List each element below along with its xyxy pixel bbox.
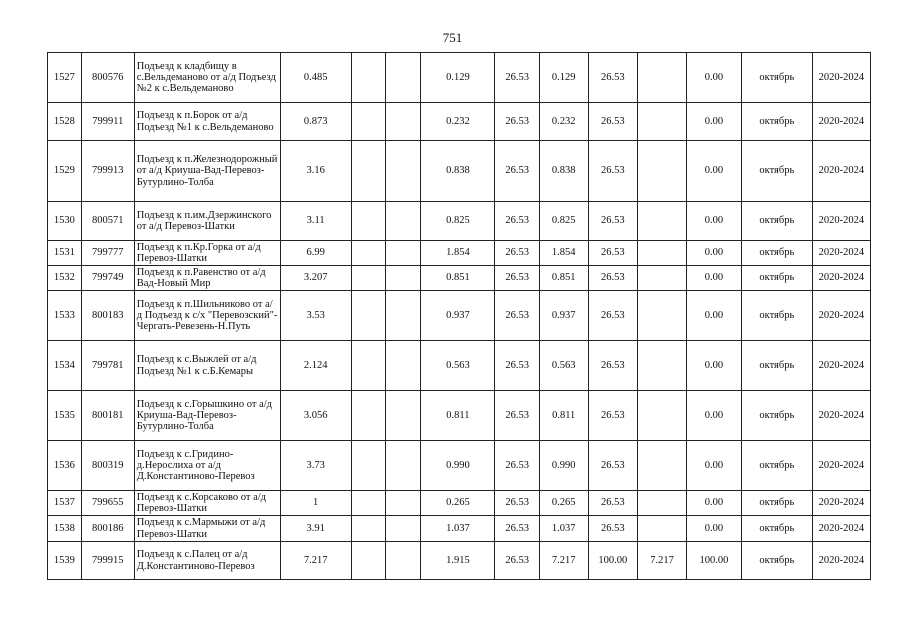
cell-col12: 0.00 xyxy=(686,202,741,241)
cell-col6 xyxy=(386,391,421,441)
cell-col11 xyxy=(638,266,687,291)
period-cell: 2020-2024 xyxy=(812,341,870,391)
cell-col12: 0.00 xyxy=(686,516,741,542)
cell-col6 xyxy=(386,291,421,341)
cell-col11 xyxy=(638,341,687,391)
cell-col9: 1.037 xyxy=(539,516,588,542)
cell-col6 xyxy=(386,341,421,391)
cell-col10: 26.53 xyxy=(588,291,638,341)
road-code: 800576 xyxy=(81,53,134,103)
period-cell: 2020-2024 xyxy=(812,441,870,491)
cell-col9: 0.825 xyxy=(539,202,588,241)
cell-col8: 26.53 xyxy=(495,516,539,542)
cell-col7: 1.037 xyxy=(421,516,495,542)
table-row xyxy=(48,202,871,241)
road-code: 799911 xyxy=(81,103,134,141)
period-cell: 2020-2024 xyxy=(812,542,870,580)
table-row xyxy=(48,391,871,441)
cell-col12: 100.00 xyxy=(686,542,741,580)
road-code: 799655 xyxy=(81,491,134,516)
road-name: Подъезд к с.Корсаково от а/д Перевоз-Шатки xyxy=(134,491,280,516)
row-number: 1534 xyxy=(48,341,82,391)
cell-col7: 0.232 xyxy=(421,103,495,141)
cell-col12: 0.00 xyxy=(686,291,741,341)
cell-col7: 1.854 xyxy=(421,241,495,266)
road-name: Подъезд к с.Мармыжи от а/д Перевоз-Шатки xyxy=(134,516,280,542)
table-row xyxy=(48,266,871,291)
cell-col10: 26.53 xyxy=(588,103,638,141)
cell-col8: 26.53 xyxy=(495,491,539,516)
table-row xyxy=(48,103,871,141)
road-table xyxy=(47,52,871,580)
cell-col8: 26.53 xyxy=(495,53,539,103)
cell-col5 xyxy=(351,441,386,491)
cell-col12: 0.00 xyxy=(686,491,741,516)
row-number: 1533 xyxy=(48,291,82,341)
table-row xyxy=(48,542,871,580)
table-row xyxy=(48,441,871,491)
road-code: 800186 xyxy=(81,516,134,542)
row-number: 1527 xyxy=(48,53,82,103)
cell-col6 xyxy=(386,202,421,241)
road-length: 3.11 xyxy=(280,202,351,241)
table-row xyxy=(48,491,871,516)
cell-col7: 0.825 xyxy=(421,202,495,241)
cell-col6 xyxy=(386,53,421,103)
month-cell: октябрь xyxy=(741,441,812,491)
month-cell: октябрь xyxy=(741,291,812,341)
month-cell: октябрь xyxy=(741,202,812,241)
road-length: 3.53 xyxy=(280,291,351,341)
month-cell: октябрь xyxy=(741,103,812,141)
road-name: Подъезд к с.Выжлей от а/д Подъезд №1 к с.Б.Кемары xyxy=(134,341,280,391)
road-name: Подъезд к п.Борок от а/д Подъезд №1 к с.Вельдеманово xyxy=(134,103,280,141)
row-number: 1530 xyxy=(48,202,82,241)
road-code: 800181 xyxy=(81,391,134,441)
period-cell: 2020-2024 xyxy=(812,491,870,516)
cell-col8: 26.53 xyxy=(495,391,539,441)
cell-col11 xyxy=(638,391,687,441)
cell-col5 xyxy=(351,291,386,341)
cell-col7: 0.990 xyxy=(421,441,495,491)
cell-col7: 1.915 xyxy=(421,542,495,580)
cell-col5 xyxy=(351,341,386,391)
cell-col7: 0.129 xyxy=(421,53,495,103)
cell-col8: 26.53 xyxy=(495,341,539,391)
cell-col11 xyxy=(638,291,687,341)
road-name: Подъезд к п.Равенство от а/д Вад-Новый Мир xyxy=(134,266,280,291)
cell-col8: 26.53 xyxy=(495,202,539,241)
period-cell: 2020-2024 xyxy=(812,266,870,291)
cell-col5 xyxy=(351,516,386,542)
cell-col6 xyxy=(386,141,421,202)
cell-col9: 0.265 xyxy=(539,491,588,516)
cell-col5 xyxy=(351,542,386,580)
cell-col6 xyxy=(386,491,421,516)
cell-col12: 0.00 xyxy=(686,441,741,491)
cell-col11 xyxy=(638,516,687,542)
month-cell: октябрь xyxy=(741,491,812,516)
month-cell: октябрь xyxy=(741,141,812,202)
table-row xyxy=(48,141,871,202)
road-code: 799781 xyxy=(81,341,134,391)
table-row xyxy=(48,241,871,266)
road-length: 0.873 xyxy=(280,103,351,141)
cell-col7: 0.851 xyxy=(421,266,495,291)
cell-col10: 26.53 xyxy=(588,491,638,516)
cell-col7: 0.563 xyxy=(421,341,495,391)
road-name: Подъезд к с.Палец от а/д Д.Константиново-Перевоз xyxy=(134,542,280,580)
cell-col7: 0.811 xyxy=(421,391,495,441)
road-name: Подъезд к п.Кр.Горка от а/д Перевоз-Шатки xyxy=(134,241,280,266)
road-name: Подъезд к п.Железнодорожный от а/д Криуша-Вад-Перевоз-Бутурлино-Толба xyxy=(134,141,280,202)
row-number: 1532 xyxy=(48,266,82,291)
cell-col11 xyxy=(638,53,687,103)
road-length: 3.207 xyxy=(280,266,351,291)
cell-col7: 0.838 xyxy=(421,141,495,202)
cell-col10: 26.53 xyxy=(588,202,638,241)
month-cell: октябрь xyxy=(741,391,812,441)
cell-col6 xyxy=(386,103,421,141)
period-cell: 2020-2024 xyxy=(812,291,870,341)
row-number: 1531 xyxy=(48,241,82,266)
period-cell: 2020-2024 xyxy=(812,391,870,441)
cell-col8: 26.53 xyxy=(495,241,539,266)
cell-col12: 0.00 xyxy=(686,266,741,291)
table-row xyxy=(48,516,871,542)
cell-col10: 26.53 xyxy=(588,341,638,391)
row-number: 1537 xyxy=(48,491,82,516)
cell-col5 xyxy=(351,202,386,241)
cell-col11 xyxy=(638,241,687,266)
month-cell: октябрь xyxy=(741,53,812,103)
row-number: 1539 xyxy=(48,542,82,580)
cell-col8: 26.53 xyxy=(495,103,539,141)
road-code: 799749 xyxy=(81,266,134,291)
cell-col11 xyxy=(638,202,687,241)
cell-col5 xyxy=(351,141,386,202)
cell-col9: 7.217 xyxy=(539,542,588,580)
road-code: 800571 xyxy=(81,202,134,241)
road-length: 7.217 xyxy=(280,542,351,580)
cell-col12: 0.00 xyxy=(686,391,741,441)
cell-col10: 26.53 xyxy=(588,53,638,103)
cell-col8: 26.53 xyxy=(495,266,539,291)
month-cell: октябрь xyxy=(741,542,812,580)
cell-col12: 0.00 xyxy=(686,141,741,202)
cell-col9: 0.232 xyxy=(539,103,588,141)
cell-col11 xyxy=(638,441,687,491)
cell-col6 xyxy=(386,542,421,580)
road-code: 799777 xyxy=(81,241,134,266)
cell-col6 xyxy=(386,516,421,542)
period-cell: 2020-2024 xyxy=(812,141,870,202)
road-length: 6.99 xyxy=(280,241,351,266)
cell-col7: 0.937 xyxy=(421,291,495,341)
month-cell: октябрь xyxy=(741,341,812,391)
road-name: Подъезд к п.Шильниково от а/д Подъезд к с/х "Перевозский"-Чергать-Ревезень-Н.Путь xyxy=(134,291,280,341)
cell-col9: 0.990 xyxy=(539,441,588,491)
cell-col8: 26.53 xyxy=(495,291,539,341)
road-length: 3.91 xyxy=(280,516,351,542)
page-number: 751 xyxy=(442,30,463,45)
period-cell: 2020-2024 xyxy=(812,53,870,103)
cell-col10: 26.53 xyxy=(588,241,638,266)
cell-col9: 0.811 xyxy=(539,391,588,441)
cell-col12: 0.00 xyxy=(686,341,741,391)
cell-col5 xyxy=(351,266,386,291)
cell-col8: 26.53 xyxy=(495,141,539,202)
row-number: 1536 xyxy=(48,441,82,491)
road-length: 3.16 xyxy=(280,141,351,202)
period-cell: 2020-2024 xyxy=(812,516,870,542)
cell-col9: 1.854 xyxy=(539,241,588,266)
cell-col10: 26.53 xyxy=(588,266,638,291)
cell-col11 xyxy=(638,491,687,516)
cell-col8: 26.53 xyxy=(495,441,539,491)
road-code: 800183 xyxy=(81,291,134,341)
row-number: 1529 xyxy=(48,141,82,202)
cell-col11 xyxy=(638,103,687,141)
road-length: 3.056 xyxy=(280,391,351,441)
cell-col10: 26.53 xyxy=(588,391,638,441)
cell-col5 xyxy=(351,103,386,141)
cell-col5 xyxy=(351,241,386,266)
cell-col6 xyxy=(386,241,421,266)
road-code: 799913 xyxy=(81,141,134,202)
cell-col11: 7.217 xyxy=(638,542,687,580)
cell-col9: 0.563 xyxy=(539,341,588,391)
row-number: 1528 xyxy=(48,103,82,141)
road-length: 1 xyxy=(280,491,351,516)
month-cell: октябрь xyxy=(741,266,812,291)
cell-col12: 0.00 xyxy=(686,241,741,266)
row-number: 1538 xyxy=(48,516,82,542)
cell-col6 xyxy=(386,266,421,291)
cell-col10: 26.53 xyxy=(588,141,638,202)
road-name: Подъезд к п.им.Дзержинского от а/д Перевоз-Шатки xyxy=(134,202,280,241)
cell-col7: 0.265 xyxy=(421,491,495,516)
cell-col12: 0.00 xyxy=(686,103,741,141)
cell-col9: 0.851 xyxy=(539,266,588,291)
period-cell: 2020-2024 xyxy=(812,103,870,141)
period-cell: 2020-2024 xyxy=(812,202,870,241)
cell-col5 xyxy=(351,491,386,516)
row-number: 1535 xyxy=(48,391,82,441)
cell-col9: 0.129 xyxy=(539,53,588,103)
cell-col8: 26.53 xyxy=(495,542,539,580)
table-row xyxy=(48,341,871,391)
road-name: Подъезд к с.Горышкино от а/д Криуша-Вад-Перевоз-Бутурлино-Толба xyxy=(134,391,280,441)
road-name: Подъезд к кладбищу в с.Вельдеманово от а/д Подъезд №2 к с.Вельдеманово xyxy=(134,53,280,103)
table-row xyxy=(48,53,871,103)
cell-col9: 0.838 xyxy=(539,141,588,202)
cell-col10: 26.53 xyxy=(588,441,638,491)
cell-col9: 0.937 xyxy=(539,291,588,341)
cell-col6 xyxy=(386,441,421,491)
cell-col12: 0.00 xyxy=(686,53,741,103)
road-length: 2.124 xyxy=(280,341,351,391)
month-cell: октябрь xyxy=(741,241,812,266)
cell-col10: 100.00 xyxy=(588,542,638,580)
road-name: Подъезд к с.Гридино-д.Нерослиха от а/д Д.Константиново-Перевоз xyxy=(134,441,280,491)
period-cell: 2020-2024 xyxy=(812,241,870,266)
cell-col10: 26.53 xyxy=(588,516,638,542)
month-cell: октябрь xyxy=(741,516,812,542)
road-code: 800319 xyxy=(81,441,134,491)
road-code: 799915 xyxy=(81,542,134,580)
cell-col5 xyxy=(351,53,386,103)
road-length: 0.485 xyxy=(280,53,351,103)
cell-col11 xyxy=(638,141,687,202)
table-row xyxy=(48,291,871,341)
road-length: 3.73 xyxy=(280,441,351,491)
cell-col5 xyxy=(351,391,386,441)
